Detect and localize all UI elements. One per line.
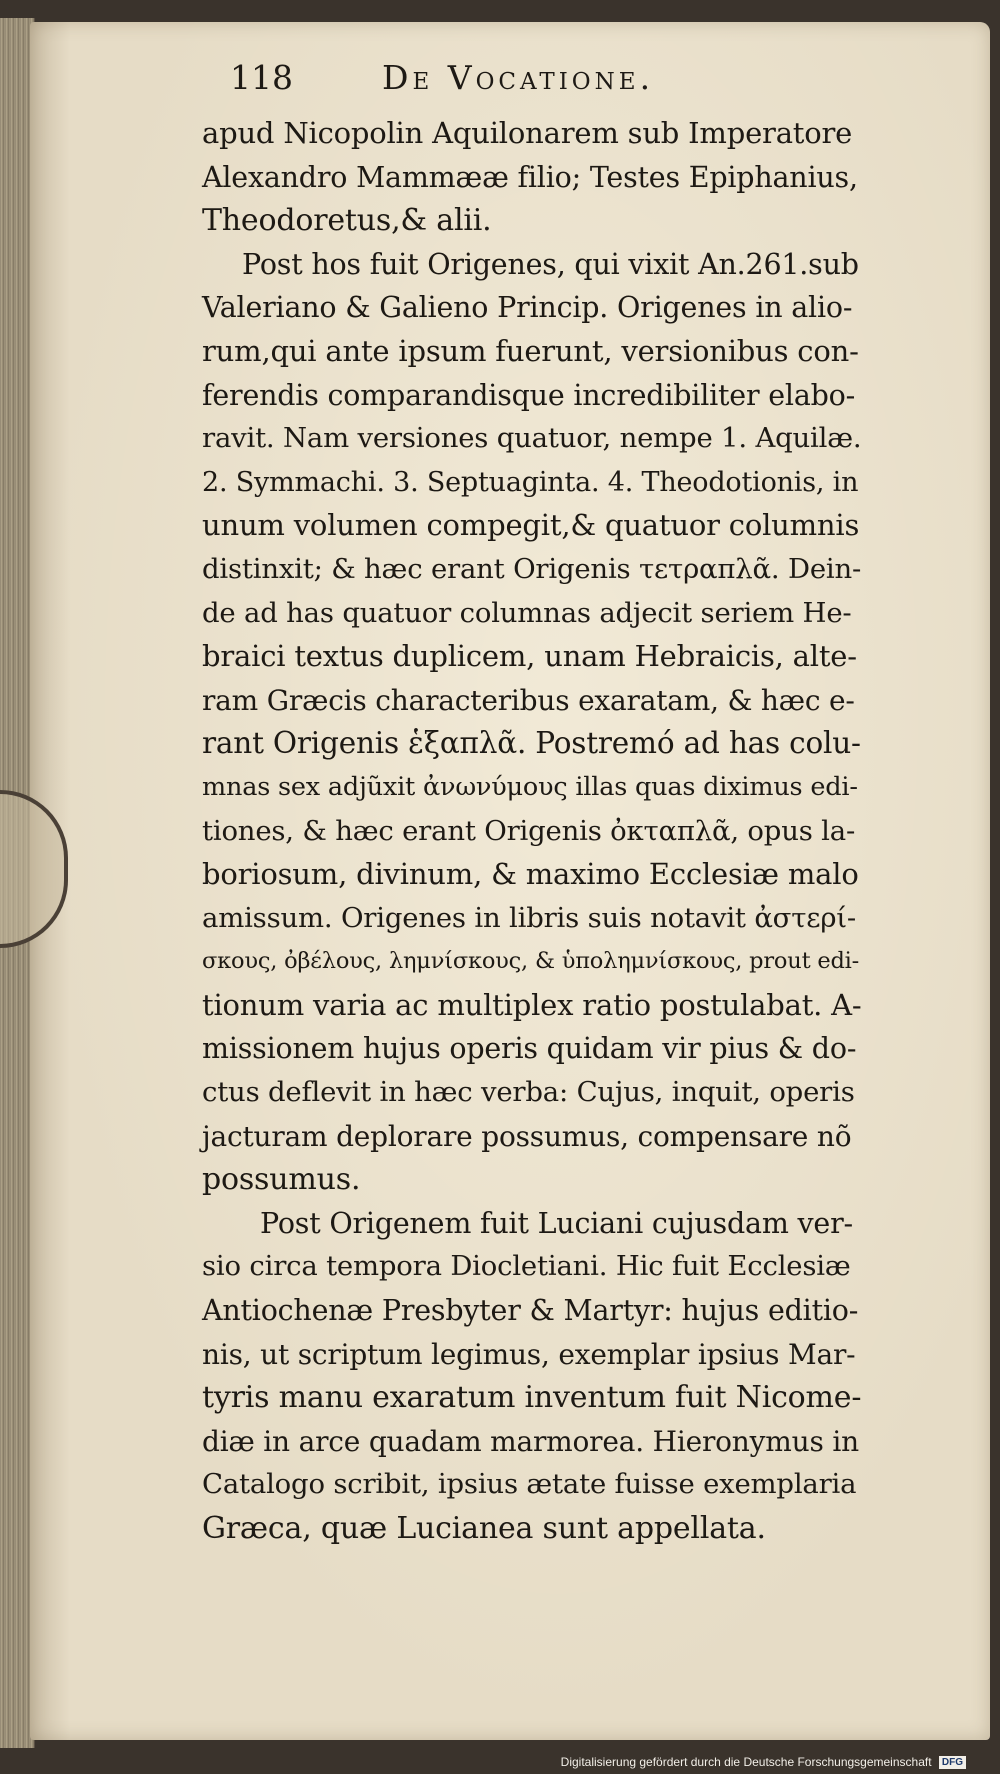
text-line: Post hos fuit Origenes, qui vixit An.261.sub	[242, 247, 859, 281]
text-line: 2. Symmachi. 3. Septuaginta. 4. Theodotionis, in	[202, 466, 859, 498]
dfg-logo: DFG	[939, 1756, 966, 1769]
text-line: rum,qui ante ipsum fuerunt, versionibus con-	[202, 333, 859, 368]
text-line: de ad has quatuor columnas adjecit seriem He-	[202, 596, 852, 629]
text-line: unum volumen compegit,& quatuor columnis	[202, 508, 860, 543]
text-line: Græca, quæ Lucianea sunt appellata.	[202, 1511, 766, 1546]
text-line: σκους, ὀβέλους, λημνίσκους, & ὑπολημνίσκους, prout edi-	[202, 948, 860, 975]
text-line: apud Nicopolin Aquilonarem sub Imperatore	[202, 116, 853, 150]
text-line: sio circa tempora Diocletiani. Hic fuit Ecclesiæ	[202, 1250, 851, 1283]
credit-text: Digitalisierung gefördert durch die Deutsche Forschungsgemeinschaft	[560, 1755, 932, 1769]
text-line: missionem hujus operis quidam vir pius & do-	[202, 1032, 857, 1066]
text-line: nis, ut scriptum legimus, exemplar ipsius Mar-	[202, 1337, 856, 1371]
text-line: Alexandro Mammææ filio; Testes Epiphanius,	[202, 160, 858, 194]
text-line: Antiochenæ Presbyter & Martyr: hujus editio-	[202, 1294, 859, 1328]
text-line: tiones, & hæc erant Origenis ὀκταπλᾶ, opus la-	[202, 814, 856, 847]
digitization-credit	[561, 1755, 966, 1769]
text-line: Post Origenem fuit Luciani cujusdam ver-	[260, 1206, 853, 1240]
text-line: ctus deflevit in hæc verba: Cujus, inquit, operis	[202, 1076, 855, 1109]
running-head	[200, 58, 810, 104]
text-line: tyris manu exaratum inventum fuit Nicome-	[202, 1380, 862, 1416]
text-line: braici textus duplicem, unam Hebraicis, alte-	[202, 639, 857, 674]
page-number: 118	[230, 58, 293, 97]
body-text	[202, 112, 862, 1551]
text-line: jacturam deplorare possumus, compensare nõ	[202, 1119, 852, 1153]
text-line: ferendis comparandisque incredibiliter elabo-	[202, 378, 856, 412]
text-line: tionum varia ac multiplex ratio postulabat. A-	[202, 987, 862, 1022]
text-line: mnas sex adjũxit ἀνωνύμους illas quas diximus edi-	[202, 771, 858, 802]
text-line: possumus.	[202, 1162, 361, 1198]
text-line: ram Græcis characteribus exaratam, & hæc e-	[202, 683, 855, 717]
running-title: De Vocatione.	[382, 58, 655, 97]
text-line: Theodoretus,& alii.	[202, 203, 492, 239]
text-line: diæ in arce quadam marmorea. Hieronymus in	[202, 1424, 859, 1458]
text-line: amissum. Origenes in libris suis notavit ἀστερί-	[202, 901, 856, 934]
text-line: Valeriano & Galieno Princip. Origenes in alio-	[202, 291, 853, 325]
text-line: ravit. Nam versiones quatuor, nempe 1. Aquilæ.	[202, 422, 862, 455]
text-line: Catalogo scribit, ipsius ætate fuisse exemplaria	[202, 1468, 857, 1501]
text-line: rant Origenis ἑξαπλᾶ. Postremó ad has colu-	[202, 726, 861, 761]
text-line: distinxit; & hæc erant Origenis τετραπλᾶ. Dein-	[202, 552, 862, 585]
text-line: boriosum, divinum, & maximo Ecclesiæ malo	[202, 857, 859, 892]
